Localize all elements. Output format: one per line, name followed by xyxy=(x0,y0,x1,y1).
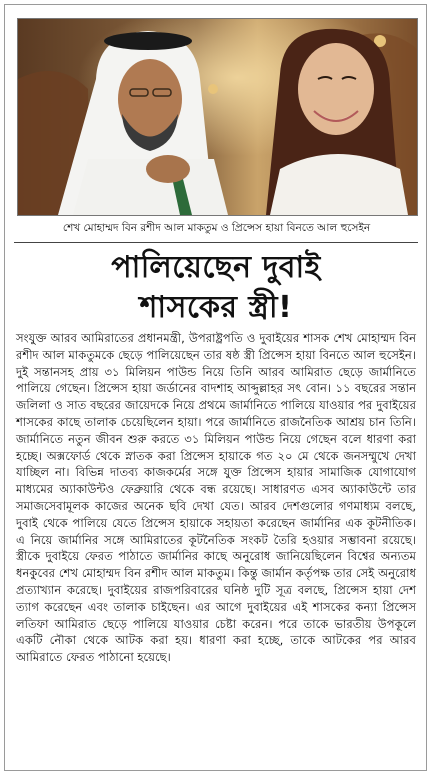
photo-caption: শেখ মোহাম্মদ বিন রশীদ আল মাকতুম ও প্রিন্সেস হায়া বিনতে আল হুসেইন xyxy=(62,222,371,234)
article-body xyxy=(16,330,416,666)
headline-line-1: পালিয়েছেন দুবাই xyxy=(111,250,321,285)
news-photo xyxy=(17,18,418,216)
headline-line-2: শাসকের স্ত্রী! xyxy=(139,290,293,325)
headline xyxy=(14,248,418,328)
divider xyxy=(14,242,418,243)
article-paragraph: সংযুক্ত আরব আমিরাতের প্রধানমন্ত্রী, উপরাষ্ট্রপতি ও দুবাইয়ের শাসক শেখ মোহাম্মদ বিন রশীদ আল মাকতুমকে ছেড়ে পালিয়েছেন তার ষষ্ঠ স্ত্রী প্রিন্সেস হায়া বিনতে আল হুসেইন। দুই সন্তানসহ প্রায় ৩১ মিলিয়ন পাউন্ড নিয়ে তিনি আরব আমিরাত ছেড়ে জার্মানিতে পালিয়ে গেছেন। প্রিন্সেস হায়া জর্ডানের বাদশাহ আব্দুল্লাহর সৎ বোন। ১১ বছরের সন্তান জলিলা ও সাত বছরের জায়েদকে নিয়ে প্রথমে জার্মানিতে পালিয়ে যাওয়ার পর দুবাইয়ের শাসকের কাছে তালাক চেয়েছিলেন হায়া। পরে জার্মানিতে রাজনৈতিক আশ্রয় চান তিনি। জার্মানিতে নতুন জীবন শুরু করতে ৩১ মিলিয়ন পাউন্ড নিয়ে গেছেন বলে ধারণা করা হচ্ছে। অক্সফোর্ড থেকে স্নাতক করা প্রিন্সেস হায়াকে গত ২০ মে থেকে জনসম্মুখে দেখা যাচ্ছিল না। বিভিন্ন দাতব্য কাজকর্মের সঙ্গে যুক্ত প্রিন্সেস হায়ার সামাজিক যোগাযোগ মাধ্যমের অ্যাকাউন্টও ফেব্রুয়ারি থেকে বন্ধ রয়েছে। সাধারণত এসব অ্যাকাউন্টে তার সমাজসেবামূলক কাজের অনেক ছবি দেখা যেত। আরব দেশগুলোর গণমাধ্যম বলছে, দুবাই থেকে পালিয়ে যেতে প্রিন্সেস হায়াকে সহায়তা করেছেন জার্মানির এক কূটনীতিক। এ নিয়ে জার্মানির সঙ্গে আমিরাতের কূটনৈতিক সংকট তৈরি হওয়ার সম্ভাবনা রয়েছে। স্ত্রীকে দুবাইয়ে ফেরত পাঠাতে জার্মানির কাছে অনুরোধ জানিয়েছিলেন বিশ্বের অন্যতম ধনকুবের শেখ মোহাম্মদ বিন রশীদ আল মাকতুম। কিন্তু জার্মান কর্তৃপক্ষ তার সেই অনুরোধ প্রত্যাখ্যান করেছে। দুবাইয়ের রাজপরিবারের ঘনিষ্ঠ দুটি সূত্র বলছে, প্রিন্সেস হায়া দেশ ত্যাগ করেছেন এবং তালাক চাইছেন। এর আগে দুবাইয়ের এই শাসকের কন্যা প্রিন্সেস লতিফা আমিরাত ছেড়ে পালিয়ে যাওয়ার চেষ্টা করেন। পরে তাকে ভারতীয় উপকূলে একটি নৌকা থেকে আটক করা হয়। ধারণা করা হচ্ছে, তাকে আটকের পর আরব আমিরাতে ফেরত পাঠানো হয়েছে। xyxy=(16,331,416,665)
